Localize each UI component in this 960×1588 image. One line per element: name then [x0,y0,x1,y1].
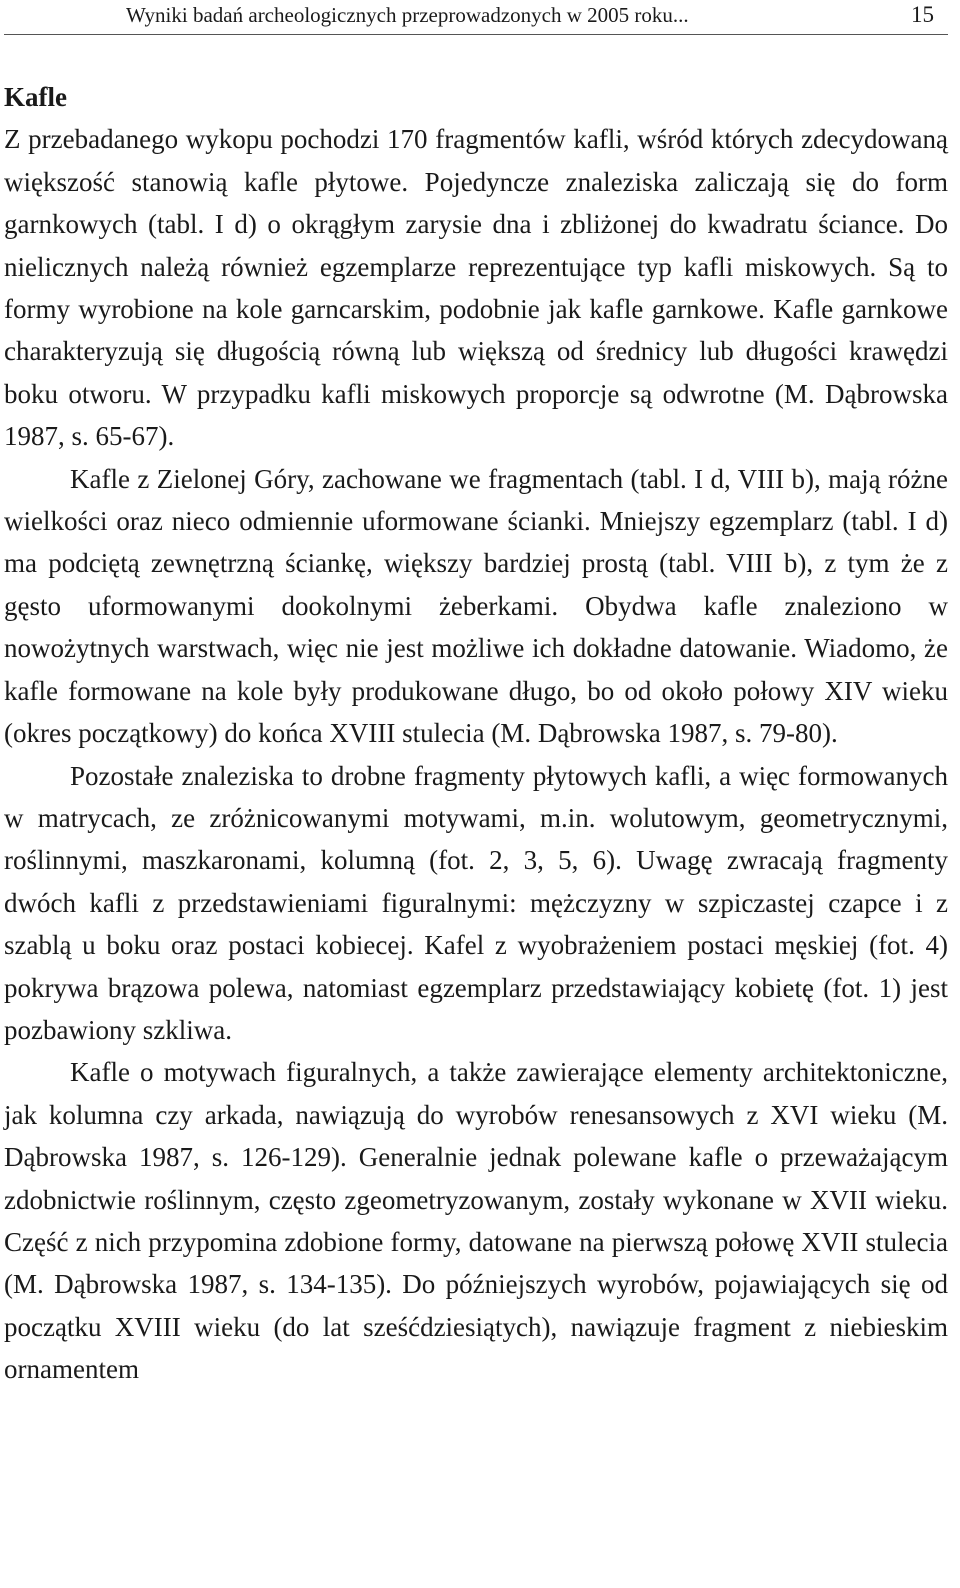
running-header [4,0,948,35]
paragraph-4: Kafle o motywach figuralnych, a także zawierające elementy architektoniczne, jak kolumna czy arkada, nawiązują do wyrobów renesansowych z XVI wieku (M. Dąbrowska 1987, s. 126-129). Generalnie jednak polewane kafle o przeważającym zdobnictwie roślinnym, często zgeometryzowanym, zostały wykonane w XVII wieku. Część z nich przypomina zdobione formy, datowane na pierwszą połowę XVII stulecia (M. Dąbrowska 1987, s. 134-135). Do późniejszych wyrobów, pojawiających się od początku XVIII wieku (do lat sześćdziesiątych), nawiązuje fragment z niebieskim ornamentem [4,1057,948,1385]
paragraph-2: Kafle z Zielonej Góry, zachowane we fragmentach (tabl. I d, VIII b), mają różne wielkości oraz nieco odmiennie uformowane ścianki. Mniejszy egzemplarz (tabl. I d) ma podciętą zewnętrzną ściankę, większy bardziej prostą (tabl. VIII b), z tym że z gęsto uformowanymi dookolnymi żeberkami. Obydwa kafle znaleziono w nowożytnych warstwach, więc nie jest możliwe ich dokładne datowanie. Wiadomo, że kafle formowane na kole były produkowane długo, bo od około połowy XIV wieku (okres początkowy) do końca XVIII stulecia (M. Dąbrowska 1987, s. 79-80). [4,463,948,749]
running-title: Wyniki badań archeologicznych przeprowadzonych w 2005 roku... [126,3,689,27]
section-heading: Kafle [4,82,67,112]
paragraph-3: Pozostałe znaleziska to drobne fragmenty płytowych kafli, a więc formowanych w matrycach, ze zróżnicowanymi motywami, m.in. wolutowym, geometrycznymi, roślinnymi, maszkaronami, kolumną (fot. 2, 3, 5, 6). Uwagę zwracają fragmenty dwóch kafli z przedstawieniami figuralnymi: mężczyzny w szpiczastej czapce i z szablą u boku oraz postaci kobiecej. Kafel z wyobrażeniem postaci męskiej (fot. 4) pokrywa brązowa polewa, natomiast egzemplarz przedstawiający kobietę (fot. 1) jest pozbawiony szkliwa. [4,760,948,1045]
page-number: 15 [911,2,934,27]
main-text [4,76,948,1391]
paragraph-1: Z przebadanego wykopu pochodzi 170 fragmentów kafli, wśród których zdecydowaną większość stanowią kafle płytowe. Pojedyncze znaleziska zaliczają się do form garnkowych (tabl. I d) o okrągłym zarysie dna i zbliżonej do kwadratu ściance. Do nielicznych należą również egzemplarze reprezentujące typ kafli miskowych. Są to formy wyrobione na kole garncarskim, podobnie jak kafle garnkowe. Kafle garnkowe charakteryzują się długością równą lub większą od średnicy lub długości krawędzi boku otworu. W przypadku kafli miskowych proporcje są odwrotne (M. Dąbrowska 1987, s. 65-67). [4,124,948,452]
